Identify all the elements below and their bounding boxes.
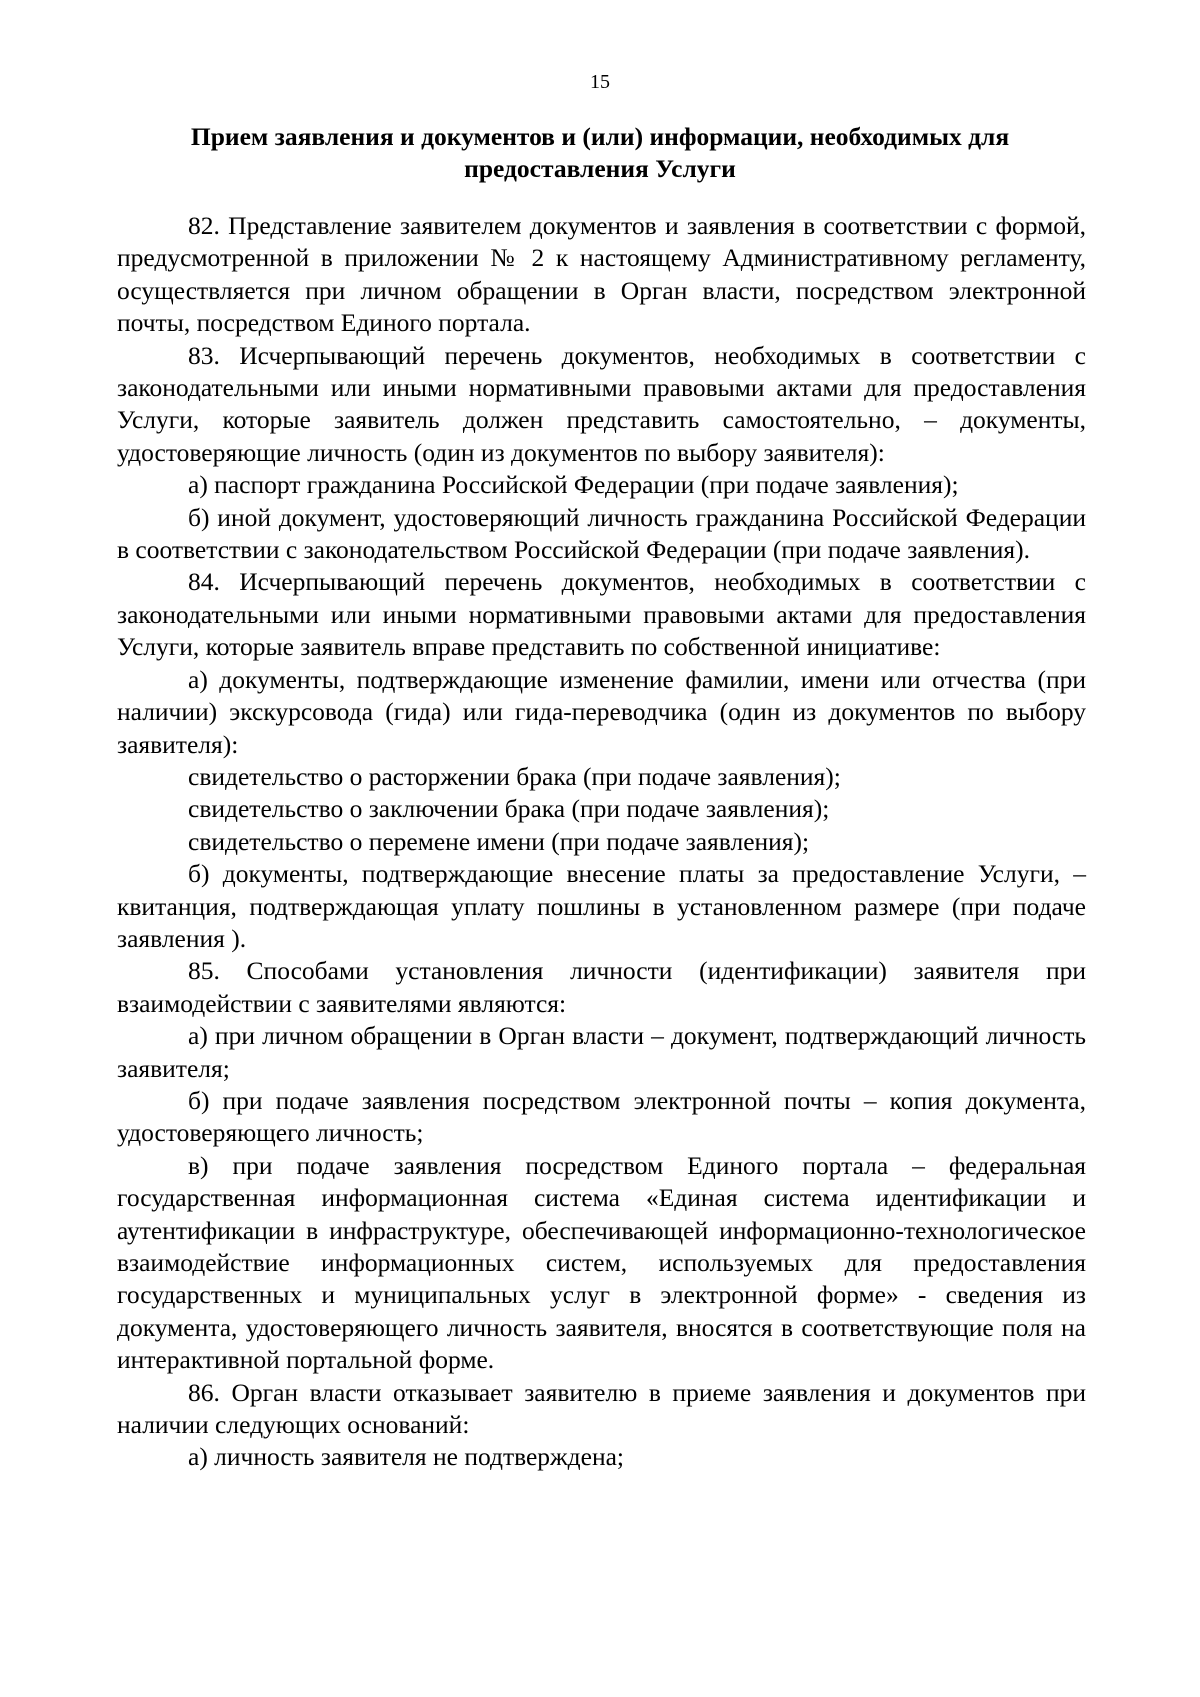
paragraph-84-item-a: а) документы, подтверждающие изменение фамилии, имени или отчества (при наличии) экскурсовода (гида) или гида-переводчика (один из документов по выбору заявителя):	[117, 664, 1086, 759]
section-heading-line-2: предоставления Услуги	[464, 154, 736, 183]
paragraph-84-sub-3: свидетельство о перемене имени (при подаче заявления);	[188, 826, 810, 856]
paragraph-85: 85. Способами установления личности (идентификации) заявителя при взаимодействии с заявителями являются:	[117, 956, 1086, 1018]
section-heading-line-1: Прием заявления и документов и (или) информации, необходимых для	[190, 122, 1010, 151]
paragraph-83-item-a: а) паспорт гражданина Российской Федерации (при подаче заявления);	[188, 470, 959, 500]
paragraph-85-item-b: б) при подаче заявления посредством электронной почты – копия документа, удостоверяющего личность;	[117, 1085, 1086, 1148]
paragraph-84-sub-1: свидетельство о расторжении брака (при подаче заявления);	[188, 761, 841, 791]
paragraph-84-item-b: б) документы, подтверждающие внесение платы за предоставление Услуги, – квитанция, подтверждающая уплату пошлины в установленном размере (при подаче заявления ).	[117, 859, 1086, 953]
paragraph-85-item-a: а) при личном обращении в Орган власти – документ, подтверждающий личность заявителя;	[117, 1021, 1086, 1083]
paragraph-86-item-a: а) личность заявителя не подтверждена;	[188, 1442, 625, 1472]
paragraph-83: 83. Исчерпывающий перечень документов, необходимых в соответствии с законодательными или иными нормативными правовыми актами для предоставления Услуги, которые заявитель должен представить самостоятельно, – документы, удостоверяющие личность (один из документов по выбору заявителя):	[117, 340, 1086, 467]
paragraph-82: 82. Представление заявителем документов и заявления в соответствии с формой, предусмотренной в приложении № 2 к настоящему Административному регламенту, осуществляется при личном обращении в Орган власти, посредством электронной почты, посредством Единого портала.	[117, 211, 1086, 338]
paragraph-83-item-b: б) иной документ, удостоверяющий личность гражданина Российской Федерации в соответствии с законодательством Российской Федерации (при подаче заявления).	[117, 502, 1086, 565]
section-heading	[150, 121, 1050, 185]
paragraph-84: 84. Исчерпывающий перечень документов, необходимых в соответствии с законодательными или иными нормативными правовыми актами для предоставления Услуги, которые заявитель вправе представить по собственной инициативе:	[117, 567, 1086, 662]
document-body	[117, 210, 1086, 1474]
paragraph-86: 86. Орган власти отказывает заявителю в приеме заявления и документов при наличии следующих оснований:	[117, 1377, 1086, 1440]
paragraph-85-item-c: в) при подаче заявления посредством Единого портала – федеральная государственная информационная система «Единая система идентификации и аутентификации в инфраструктуре, обеспечивающей информационно-технологическое взаимодействие информационных систем, используемых для предоставления государственных и муниципальных услуг в электронной форме» - сведения из документа, удостоверяющего личность заявителя, вносятся в соответствующие поля на интерактивной портальной форме.	[117, 1150, 1086, 1375]
paragraph-84-sub-2: свидетельство о заключении брака (при подаче заявления);	[188, 794, 830, 824]
page-number: 15	[590, 71, 610, 93]
